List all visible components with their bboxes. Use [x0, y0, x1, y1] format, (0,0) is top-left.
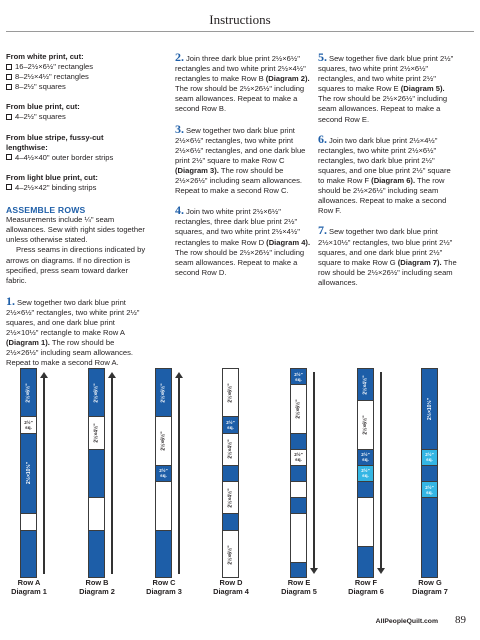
patch-label: 2½×4½" — [93, 423, 100, 443]
white-print-heading: From white print, cut: — [6, 52, 84, 61]
patch-blue — [156, 369, 171, 417]
list-item — [6, 183, 146, 193]
light-blue-print-list — [6, 183, 146, 193]
patch-blue — [223, 514, 238, 530]
patch-white — [223, 531, 238, 578]
patch-white — [358, 498, 373, 546]
patch-blue — [422, 369, 437, 450]
page-title: Instructions — [209, 12, 271, 27]
patch-blue — [223, 417, 238, 433]
row-name: Row D — [219, 578, 243, 587]
assemble-rows-heading: ASSEMBLE ROWS — [6, 205, 86, 216]
checkbox-icon — [6, 84, 12, 90]
patch-blue — [291, 563, 306, 578]
patch-blue — [358, 547, 373, 578]
patch-label: 2½×6½" — [362, 415, 369, 435]
item-text: 4–4½×40" outer border strips — [15, 152, 114, 162]
blue-stripe-list — [6, 153, 146, 163]
pressing-arrow-icon — [40, 372, 48, 574]
step-tail: The row should be 2½×26½" including seam allowances. — [318, 257, 457, 287]
patch-blue — [291, 434, 306, 450]
patch-white — [89, 498, 104, 530]
diagram-ref: (Diagram 4). — [266, 237, 311, 247]
row-strip-5 — [290, 368, 307, 578]
list-item — [6, 153, 146, 163]
diagram-name: Diagram 1 — [11, 587, 47, 596]
patch-label: 2½×6½" — [160, 383, 167, 403]
step-number: 2. — [175, 50, 184, 64]
patch-white — [156, 417, 171, 465]
checkbox-icon — [6, 184, 12, 190]
step-number: 3. — [175, 121, 184, 136]
patch-blue — [223, 466, 238, 482]
checkbox-icon — [6, 74, 12, 80]
patch-blue — [156, 466, 171, 482]
patch-label: 2½" sq. — [159, 468, 168, 479]
row-name: Row G — [418, 578, 442, 587]
row-strip-1 — [20, 368, 37, 578]
checkbox-icon — [6, 64, 12, 70]
step-text: Sew together two dark blue print 2½×6½" rectangles, two white print 2½" squares, and one dark blue print 2½×10½" rectangle to make Row A — [6, 297, 140, 338]
diagram-caption — [129, 578, 199, 596]
checkbox-icon — [6, 114, 12, 120]
step-number: 7. — [318, 223, 327, 238]
diagram-ref: (Diagram 3). — [175, 165, 219, 175]
list-item — [6, 82, 146, 92]
column-2 — [175, 52, 315, 287]
diagram-ref: (Diagram 7). — [397, 257, 442, 267]
diagram-name: Diagram 5 — [281, 587, 317, 596]
item-text: 8–2½" squares — [15, 82, 66, 92]
footer-site: AllPeopleQuilt.com — [375, 618, 438, 625]
step-text: Join three dark blue print 2½×6½" rectangles and two white print 2½×4½" rectangles to make Row B — [175, 54, 306, 84]
patch-blue — [358, 482, 373, 498]
blue-print-list — [6, 112, 146, 122]
patch-label: 2½×6½" — [160, 431, 167, 451]
patch-blue — [21, 369, 36, 417]
patch-white — [223, 482, 238, 514]
patch-white — [223, 369, 238, 417]
blue-print-heading: From blue print, cut: — [6, 102, 80, 112]
pressing-paragraph: Press seams in directions indicated by arrows on diagrams. If no direction is specified, press seam toward darker fabric. — [6, 245, 146, 285]
diagram-caption — [264, 578, 334, 596]
column-3 — [318, 52, 458, 297]
diagram-caption — [395, 578, 465, 596]
patch-label: 2½" sq. — [226, 420, 235, 431]
step-3 — [175, 121, 315, 197]
step-number: 4. — [175, 203, 184, 218]
step-tail: The row should be 2½×26½" including seam allowances. Repeat to make a second Row B. — [175, 84, 305, 114]
step-tail: The row should be 2½×26½" including seam allowances. Repeat to make a second Row A. — [6, 338, 134, 368]
diagram-ref: (Diagram 2). — [265, 74, 310, 84]
step-5 — [318, 52, 458, 125]
intro-paragraph: Measurements include ¼" seam allowances. Sew with right sides together unless otherwise stated. — [6, 215, 145, 245]
list-item — [6, 112, 146, 122]
row-name: Row F — [354, 578, 378, 587]
item-text: 4–2½" squares — [15, 112, 66, 122]
item-text: 4–2½×42" binding strips — [15, 182, 97, 192]
column-1 — [6, 52, 146, 377]
step-6 — [318, 131, 458, 217]
patch-label: 2½" sq. — [294, 452, 303, 463]
row-name: Row C — [152, 578, 176, 587]
patch-blue — [358, 369, 373, 401]
step-tail: The row should be 2½×26½" including seam allowances. Repeat to make a second Row C. — [175, 165, 303, 196]
pressing-arrow-icon — [175, 372, 183, 574]
diagram-name: Diagram 6 — [348, 587, 384, 596]
diagram-name: Diagram 3 — [146, 587, 182, 596]
patch-blue — [21, 434, 36, 515]
step-text: Sew together five dark blue print 2½" squares, two white print 2½×6½" rectangles, and two white print 2½" squares to make Row E — [318, 54, 454, 94]
patch-white — [291, 514, 306, 562]
row-strip-2 — [88, 368, 105, 578]
patch-label: 2½×6½" — [295, 399, 302, 419]
list-item — [6, 62, 146, 72]
diagram-ref: (Diagram 5). — [400, 84, 445, 94]
step-text: Sew together two dark blue print 2½×10½" rectangles, two blue print 2½" squares, and one dark blue print 2½" square to make Row G — [318, 227, 453, 267]
diagram-caption — [331, 578, 401, 596]
patch-blue — [291, 369, 306, 385]
step-number: 5. — [318, 50, 327, 64]
patch-blue — [422, 466, 437, 482]
diagram-name: Diagram 4 — [213, 587, 249, 596]
patch-cyan — [358, 466, 373, 482]
patch-blue — [89, 450, 104, 498]
step-2 — [175, 52, 315, 115]
row-strip-7 — [421, 368, 438, 578]
blue-stripe-heading: From blue stripe, fussy-cut lengthwise: — [6, 132, 104, 152]
patch-label: 2½" sq. — [294, 371, 303, 382]
patch-label: 2½×10½" — [426, 397, 433, 420]
page-number: 89 — [455, 614, 466, 626]
patch-white — [156, 482, 171, 530]
step-text: Join two dark blue print 2½×4½" rectangles, two white print 2½×6½" rectangles, two dark blue print 2½" squares, and one blue print 2½" square to make Row F — [318, 135, 451, 186]
patch-blue — [89, 531, 104, 578]
patch-white — [291, 482, 306, 498]
patch-blue — [291, 498, 306, 514]
patch-label: 2½×4½" — [362, 375, 369, 395]
step-text: Join two white print 2½×6½" rectangles, three dark blue print 2½" squares, and two white print 2½×4½" rectangles to make Row D — [175, 207, 300, 247]
item-text: 16–2½×6½" rectangles — [15, 62, 94, 72]
step-tail: The row should be 2½×26½" including seam allowances. Repeat to make a second Row E. — [318, 94, 448, 124]
patch-blue — [21, 531, 36, 578]
patch-label: 2½" sq. — [425, 452, 434, 463]
step-7 — [318, 225, 458, 288]
patch-blue — [89, 369, 104, 417]
diagram-caption — [196, 578, 266, 596]
patch-label: 2½" sq. — [361, 452, 370, 463]
row-strip-6 — [357, 368, 374, 578]
step-text: Sew together two dark blue print 2½×6½" rectangles, two white print 2½×6½" rectangles, and one dark blue print 2½" square to make Row C — [175, 125, 306, 165]
diagram-name: Diagram 2 — [79, 587, 115, 596]
patch-cyan — [422, 482, 437, 498]
step-number: 6. — [318, 131, 327, 146]
patch-label: 2½×4½" — [227, 439, 234, 459]
patch-label: 2½×4½" — [227, 488, 234, 508]
patch-cyan — [422, 450, 437, 466]
diagram-name: Diagram 7 — [412, 587, 448, 596]
patch-white — [358, 401, 373, 449]
diagram-ref: (Diagram 6). — [371, 176, 416, 186]
pressing-arrow-icon — [310, 372, 318, 574]
step-1 — [6, 293, 146, 369]
patch-label: 2½×10½" — [25, 462, 32, 485]
patch-label: 2½" sq. — [425, 484, 434, 495]
row-strip-4 — [222, 368, 239, 578]
white-print-list — [6, 62, 146, 92]
patch-blue — [358, 450, 373, 466]
patch-white — [21, 514, 36, 530]
step-tail: The row should be 2½×26½" including seam allowances. Repeat to make a second Row D. — [175, 247, 305, 277]
light-blue-print-heading: From light blue print, cut: — [6, 172, 98, 182]
header-divider — [6, 31, 474, 32]
diagram-caption — [0, 578, 64, 596]
item-text: 8–2½×4½" rectangles — [15, 72, 89, 82]
patch-blue — [422, 498, 437, 578]
step-4 — [175, 205, 315, 278]
pressing-arrow-icon — [108, 372, 116, 574]
patch-white — [291, 450, 306, 466]
patch-blue — [291, 466, 306, 482]
diagram-ref: (Diagram 1). — [6, 338, 50, 348]
diagram-caption — [62, 578, 132, 596]
row-strip-3 — [155, 368, 172, 578]
patch-white — [291, 385, 306, 433]
patch-label: 2½×6½" — [93, 383, 100, 403]
row-name: Row B — [85, 578, 109, 587]
patch-white — [89, 417, 104, 449]
patch-white — [21, 417, 36, 433]
step-tail: The row should be 2½×26½" including seam allowances. Repeat to make a second Row F. — [318, 176, 447, 216]
list-item — [6, 72, 146, 82]
patch-label: 2½" sq. — [24, 420, 33, 431]
patch-label: 2½×6½" — [25, 383, 32, 403]
step-number: 1. — [6, 293, 15, 308]
checkbox-icon — [6, 154, 12, 160]
patch-white — [223, 434, 238, 466]
row-name: Row E — [287, 578, 311, 587]
patch-label: 2½" sq. — [361, 468, 370, 479]
row-name: Row A — [17, 578, 41, 587]
patch-label: 2½×6½" — [227, 383, 234, 403]
pressing-arrow-icon — [377, 372, 385, 574]
patch-blue — [156, 531, 171, 578]
patch-label: 2½×6½" — [227, 545, 234, 565]
